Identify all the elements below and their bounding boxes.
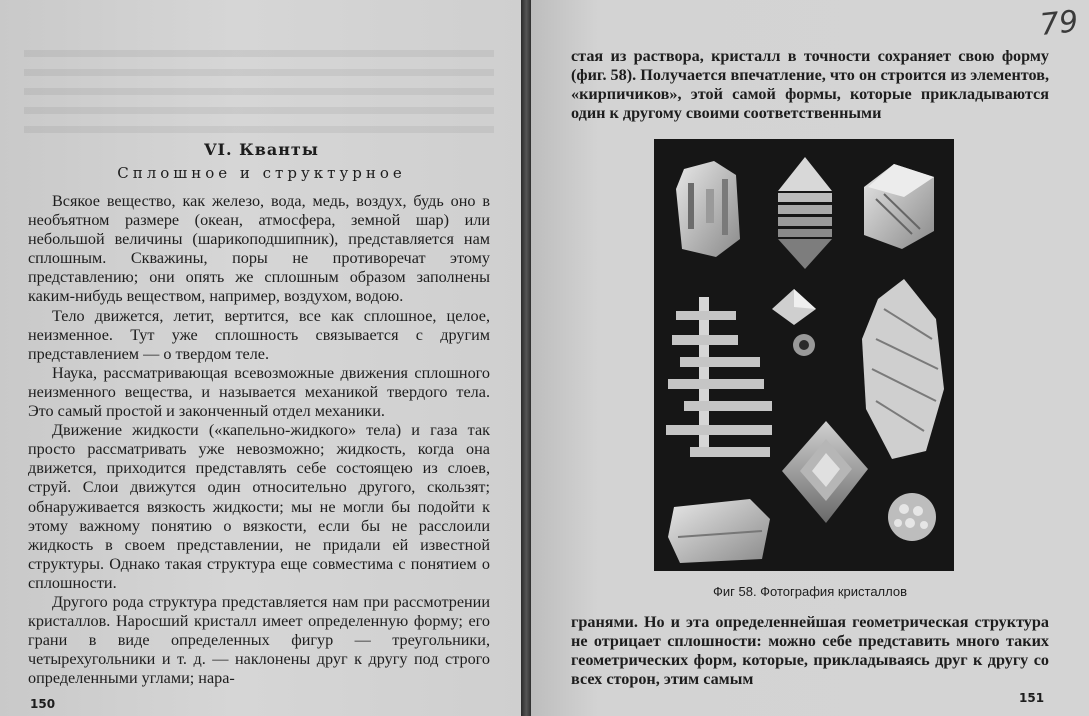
show-through-text: [24, 50, 494, 140]
crystal-illustration: [654, 139, 954, 571]
paragraph: Тело движется, летит, вертится, все как сплошное, целое, неизменное. Тут уже сплошность связывается с другим представлением — о твердом теле.: [28, 306, 490, 363]
paragraph: Наука, рассматривающая всевозможные движения сплошного неизменного вещества, и называется механикой твердого тела. Это самый простой и законченный отдел механики.: [28, 363, 490, 421]
figure-caption: Фиг 58. Фотография кристаллов: [712, 584, 908, 599]
page-number-left: 150: [30, 697, 56, 711]
left-body-text: [28, 192, 490, 688]
paragraph: гранями. Но и эта определеннейшая геометрическая структура не отрицает сплошности: можно себе представить много таких геометрических форм, которые, прикладываясь друг к другу со всех сторон, этим самым: [571, 613, 1049, 689]
page-number-right: 151: [1019, 691, 1045, 705]
paragraph: Движение жидкости («капельно-жидкого» тела) и газа так просто рассматривать уже невозможно; жидкость, когда она движется, приходится представлять себе состоящею из слоев, струй. Слои движутся один относительно другого, скользят; обнаруживается вязкость жидкости; мы не могли бы подойти к этому важному понятию о вязкости, если бы не расслоили жидкость в своем представлении, не придали ей известной структуры. Однако такая структура еще совместима с понятием о сплошности.: [28, 421, 490, 592]
paragraph: Другого рода структура представляется нам при рассмотрении кристаллов. Наросший кристалл имеет определенную форму; его грани в виде определенных фигур — треугольники, четырехугольники и т. д. — наклонены друг к другу под строго определенными углами; нара-: [28, 592, 490, 688]
chapter-title: VI. Кванты: [204, 140, 319, 159]
crystal-octahedron-small: [772, 289, 816, 356]
crystal-dendrite-left: [666, 297, 772, 457]
crystal-prism-bottomleft: [668, 499, 770, 563]
crystal-round-cluster: [888, 493, 936, 541]
paragraph: Всякое вещество, как железо, вода, медь, воздух, будь оно в необъятном размере (океан, атмосфера, земной шар) или небольшой величины (шарикоподшипник), представляется нам сплошным. Скважины, поры не противоречат этому представлению; они опять же сплошным образом заполнены каким-нибудь веществом, например, воздухом, водою.: [28, 192, 490, 306]
section-title: Сплошное и структурное: [117, 164, 406, 182]
right-bottom-text: [571, 613, 1049, 689]
right-page: [531, 0, 1089, 716]
crystal-bipyramid-top: [778, 157, 832, 269]
crystal-photograph: [654, 139, 954, 571]
handwritten-page-mark: 79: [1038, 4, 1080, 43]
crystal-cube-topright: [864, 164, 934, 249]
crystal-prism-topleft: [676, 161, 740, 257]
paragraph: стая из раствора, кристалл в точности сохраняет свою форму (фиг. 58). Получается впечатление, что он строится из элементов, «кирпичиков», этой самой формы, которые прикладываются один к другому своими соответственными: [571, 47, 1049, 123]
left-page: [0, 0, 523, 716]
crystal-feathery-right: [862, 279, 944, 459]
crystal-stepped-pyramid: [782, 421, 868, 523]
right-top-text: [571, 47, 1049, 123]
